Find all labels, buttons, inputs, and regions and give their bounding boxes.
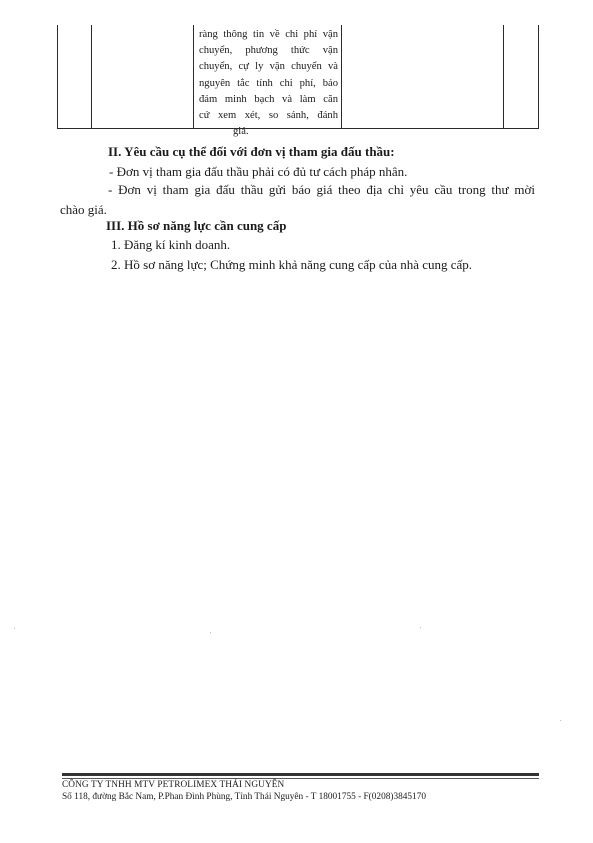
table-fragment bbox=[57, 25, 539, 138]
section-3-heading: III. Hồ sơ năng lực cần cung cấp bbox=[106, 218, 287, 233]
section-3-item-2: 2. Hồ sơ năng lực; Chứng minh khả năng cung cấp của nhà cung cấp. bbox=[111, 257, 473, 272]
section-2-item-2-line-2: chào giá. bbox=[60, 202, 107, 217]
footer-rule-thick bbox=[62, 773, 539, 776]
table-column-divider bbox=[341, 25, 342, 128]
scan-speck bbox=[560, 720, 561, 721]
scan-speck bbox=[420, 627, 421, 628]
cell-line: ràng thông tin về chi phí vận bbox=[199, 29, 338, 40]
section-3-item-1: 1. Đăng kí kinh doanh. bbox=[111, 237, 231, 252]
cell-line: chuyển, phương thức vận bbox=[199, 45, 338, 57]
table-cell-text bbox=[199, 27, 338, 140]
table-column-divider bbox=[503, 25, 504, 128]
cell-line: đảm minh bạch và làm căn bbox=[199, 93, 338, 105]
section-2-item-2 bbox=[60, 180, 535, 220]
footer-company-name: CÔNG TY TNHH MTV PETROLIMEX THÁI NGUYÊN bbox=[62, 780, 285, 790]
cell-line: nguyên tắc tính chi phí, bảo bbox=[199, 77, 338, 89]
footer-address: Số 118, đường Bắc Nam, P.Phan Đình Phùng, Tỉnh Thái Nguyên - T 18001755 - F(0208)3845170 bbox=[62, 792, 427, 802]
cell-line: giá. bbox=[233, 126, 249, 138]
section-2-item-1: - Đơn vị tham gia đấu thầu phải có đủ tư cách pháp nhân. bbox=[109, 164, 408, 179]
cell-line: cứ xem xét, so sánh, đánh bbox=[199, 110, 338, 122]
cell-line: chuyển, cự ly vận chuyển và bbox=[199, 61, 338, 73]
table-border-left bbox=[57, 25, 58, 128]
table-border-right bbox=[538, 25, 539, 128]
scan-speck bbox=[210, 632, 211, 633]
table-column-divider bbox=[193, 25, 194, 128]
footer-rule-thin bbox=[62, 778, 539, 779]
table-column-divider bbox=[91, 25, 92, 128]
section-2-item-2-line-1: - Đơn vị tham gia đấu thầu gửi báo giá theo địa chỉ yêu cầu trong thư mời bbox=[108, 182, 535, 197]
scan-speck bbox=[14, 628, 15, 629]
section-2-heading: II. Yêu cầu cụ thể đối với đơn vị tham gia đấu thầu: bbox=[108, 144, 395, 159]
